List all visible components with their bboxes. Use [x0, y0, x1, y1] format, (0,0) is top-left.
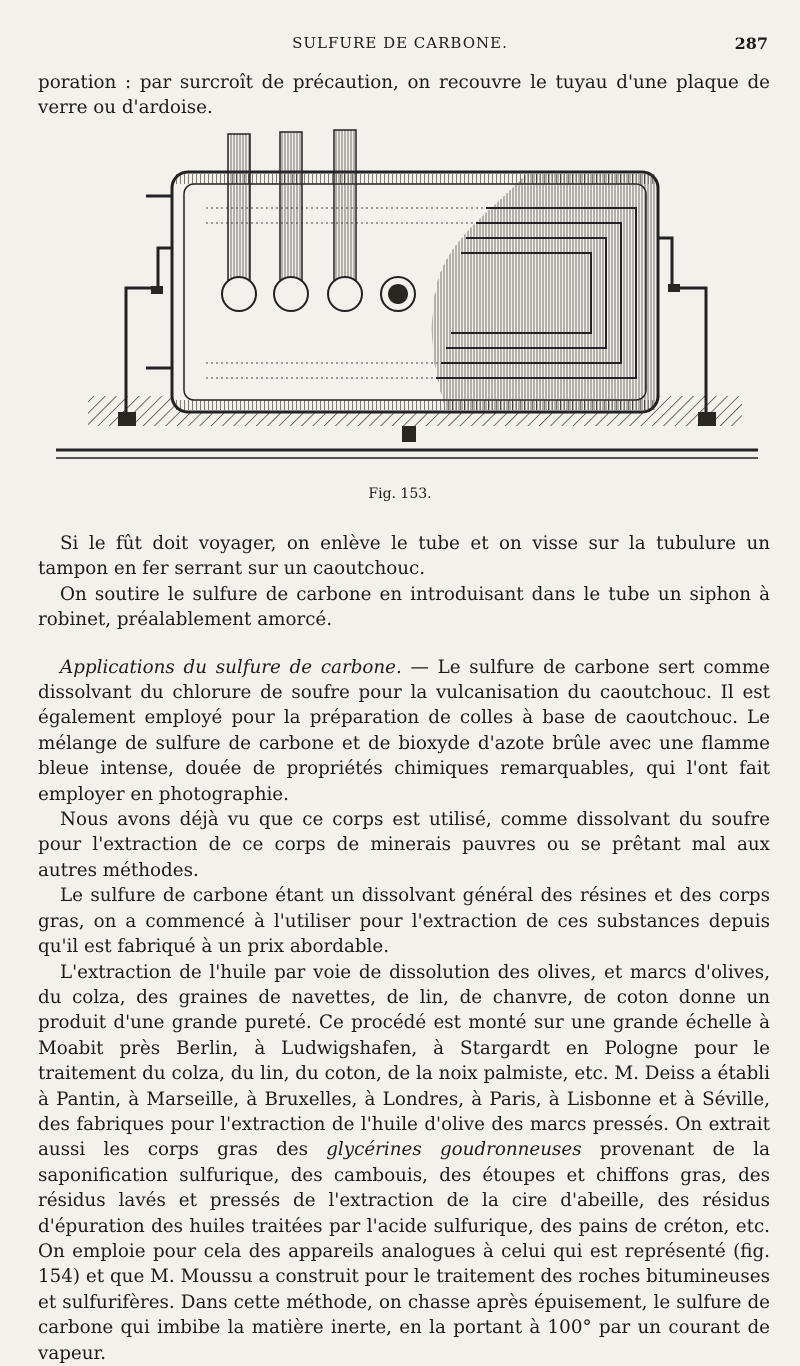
intro-text-block: [38, 70, 770, 121]
figure-caption: Fig. 153.: [0, 486, 800, 502]
paragraph-2: On soutire le sulfure de carbone en introduisant dans le tube un siphon à robinet, préalablement amorcé.: [38, 582, 770, 633]
page-number: 287: [735, 34, 768, 53]
paragraph-6-italic: glycérines goudronneuses: [326, 1139, 581, 1160]
paragraph-1: Si le fût doit voyager, on enlève le tube et on visse sur la tubulure un tampon en fer serrant sur un caoutchouc.: [38, 531, 770, 582]
page-header: [0, 34, 800, 58]
section-title: Applications du sulfure de carbone.: [60, 657, 402, 678]
section-dash: —: [402, 657, 438, 678]
main-text-block: [38, 531, 770, 1366]
figure-153-illustration: [56, 128, 758, 468]
paragraph-6-part-a: L'extraction de l'huile par voie de dissolution des olives, et marcs d'olives, du colza, des graines de navettes, de lin, de chanvre, de coton donne un produit d'une grande pureté. Ce procédé est monté sur une grande échelle à Moabit près Berlin, à Ludwigshafen, à Stargardt en Pologne pour le traitement du colza, du lin, du coton, de la noix palmiste, etc. M. Deiss a établi à Pantin, à Marseille, à Bruxelles, à Londres, à Paris, à Lisbonne et à Séville, des fabriques pour l'extraction de l'huile d'olive des marcs pressés. On extrait aussi les corps gras des: [38, 962, 770, 1161]
paragraph-4: Nous avons déjà vu que ce corps est utilisé, comme dissolvant du soufre pour l'extraction de ce corps de minerais pauvres ou se prêtant mal aux autres méthodes.: [38, 807, 770, 883]
running-title: SULFURE DE CARBONE.: [0, 34, 800, 52]
paragraph-6: [38, 960, 770, 1366]
paragraph-6-part-b: provenant de la saponification sulfurique, des cambouis, des étoupes et chiffons gras, des résidus lavés et pressés de l'extraction de la cire d'abeille, des résidus d'épuration des huiles traitées par l'acide sulfurique, des pains de créton, etc. On emploie pour cela des appareils analogues à celui qui est représenté (fig. 154) et que M. Moussu a construit pour le traitement des roches bitumineuses et sulfurifères. Dans cette méthode, on chasse après épuisement, le sulfure de carbone qui imbibe la matière inerte, en la portant à 100° par un courant de vapeur.: [38, 1139, 770, 1363]
cask-engraving: [56, 128, 758, 468]
intro-paragraph: poration : par surcroît de précaution, on recouvre le tuyau d'une plaque de verre ou d'ardoise.: [38, 70, 770, 121]
paragraph-5: Le sulfure de carbone étant un dissolvant général des résines et des corps gras, on a commencé à l'utiliser pour l'extraction de ces substances depuis qu'il est fabriqué à un prix abordable.: [38, 883, 770, 959]
paragraph-3: [38, 655, 770, 807]
paragraph-3-text: Le sulfure de carbone sert comme dissolvant du chlorure de soufre pour la vulcanisation du caoutchouc. Il est également employé pour la préparation de colles à base de caoutchouc. Le mélange de sulfure de carbone et de bioxyde d'azote brûle avec une flamme bleue intense, douée de propriétés chimiques remarquables, qui l'ont fait employer en photographie.: [38, 657, 770, 805]
